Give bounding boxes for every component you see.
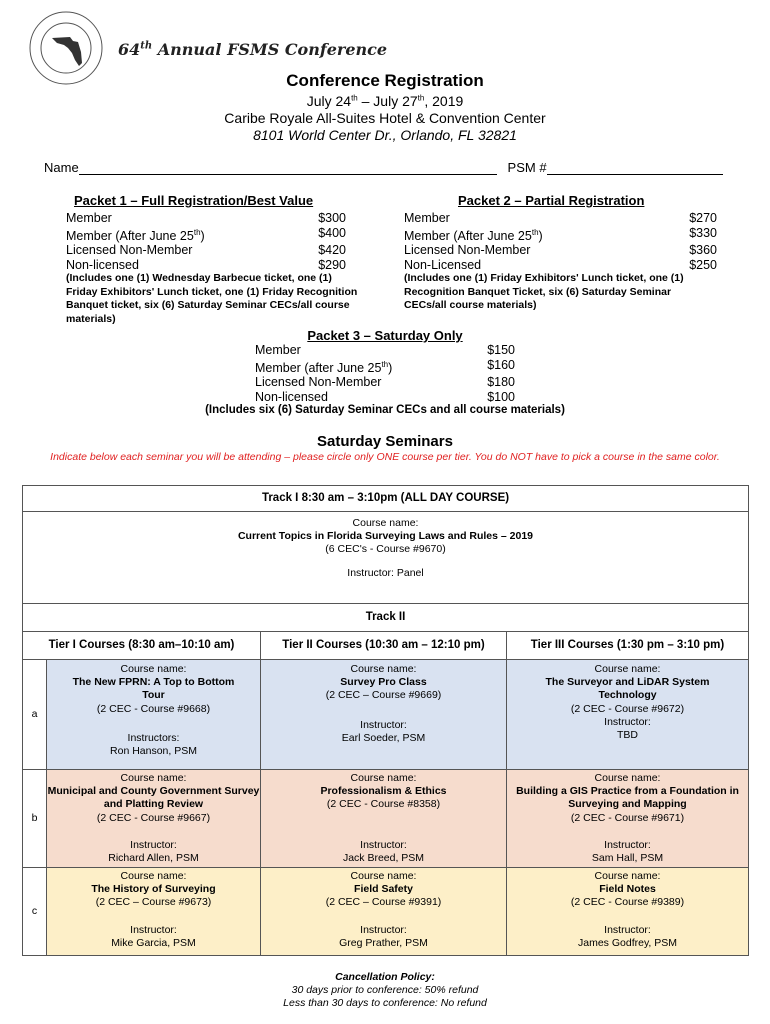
table-row (23, 770, 749, 868)
packet-1-note: (Includes one (1) Wednesday Barbecue ticket, one (1) Friday Exhibitors' Lunch ticket, one (1) Friday Recognition Banquet ticket, six (6) Saturday Seminar CECs/all course materials) (66, 272, 358, 325)
conference-dates: July 24th – July 27th, 2019 (306, 93, 464, 109)
course-label: Course name: (352, 517, 419, 529)
venue: Caribe Royale All-Suites Hotel & Convention Center (224, 110, 546, 126)
cancellation-policy (0, 971, 770, 1010)
packet-3-note: (Includes six (6) Saturday Seminar CECs and all course materials) (205, 404, 565, 417)
row-label: c (23, 868, 47, 956)
price-row: Non-licensed $100 (255, 389, 515, 404)
tier-2-heading: Tier II Courses (10:30 am – 12:10 pm) (261, 632, 507, 660)
packet-1-title: Packet 1 – Full Registration/Best Value (74, 193, 314, 208)
price-row: Member $150 (255, 343, 515, 357)
tier-1-heading: Tier I Courses (8:30 am–10:10 am) (23, 632, 261, 660)
course-cell[interactable]: Course name: Municipal and County Government Survey and Platting Review (2 CEC - Course #9667) Instructor: Richard Allen, PSM (47, 770, 261, 868)
seminar-table (22, 485, 749, 956)
packet-3-title: Packet 3 – Saturday Only (307, 328, 463, 343)
cancellation-title: Cancellation Policy: (335, 971, 435, 983)
seminars-title: Saturday Seminars (317, 433, 453, 450)
price-row: Member $270 (404, 211, 717, 225)
price-row: Licensed Non-Member $360 (404, 243, 717, 258)
psm-field[interactable] (547, 161, 723, 175)
track-1-heading: Track I 8:30 am – 3:10pm (ALL DAY COURSE) (23, 486, 749, 512)
seminar-instructions: Indicate below each seminar you will be attending – please circle only ONE course per tier. You do NOT have to pick a course in the same color. (50, 451, 720, 463)
price-row: Member (After June 25th) $330 (404, 225, 717, 243)
packet-1 (66, 193, 358, 326)
track-1-course[interactable] (23, 512, 749, 604)
course-instructor: Instructor: Panel (347, 566, 424, 579)
course-cell[interactable]: Course name: Building a GIS Practice from a Foundation in Surveying and Mapping (2 CEC - Course #9671) Instructor: Sam Hall, PSM (507, 770, 749, 868)
cancellation-line: 30 days prior to conference: 50% refund (291, 984, 479, 996)
price-row: Non-licensed $290 (66, 257, 346, 272)
name-field[interactable] (79, 161, 497, 175)
course-cell[interactable]: Course name: The New FPRN: A Top to Bottom Tour (2 CEC - Course #9668) Instructors: Ron Hanson, PSM (47, 660, 261, 770)
name-label: Name (44, 160, 79, 175)
name-psm-row (44, 160, 723, 175)
table-row (23, 868, 749, 956)
course-cell[interactable]: Course name: Survey Pro Class (2 CEC – Course #9669) Instructor: Earl Soeder, PSM (261, 660, 507, 770)
price-row: Member $300 (66, 211, 346, 225)
packet-2 (404, 193, 717, 313)
course-cell[interactable]: Course name: Field Notes (2 CEC - Course #9389) Instructor: James Godfrey, PSM (507, 868, 749, 956)
course-cell[interactable]: Course name: The History of Surveying (2 CEC – Course #9673) Instructor: Mike Garcia, PSM (47, 868, 261, 956)
course-name: Current Topics in Florida Surveying Laws and Rules – 2019 (237, 530, 534, 543)
table-row (23, 660, 749, 770)
price-row: Licensed Non-Member $420 (66, 243, 346, 258)
psm-label: PSM # (507, 160, 547, 175)
course-cell[interactable]: Course name: Field Safety (2 CEC – Course #9391) Instructor: Greg Prather, PSM (261, 868, 507, 956)
conference-banner: 64th Annual FSMS Conference (118, 40, 388, 59)
course-cell[interactable]: Course name: Professionalism & Ethics (2 CEC - Course #8358) Instructor: Jack Breed, PSM (261, 770, 507, 868)
packet-2-title: Packet 2 – Partial Registration (458, 193, 645, 208)
packet-3 (0, 328, 770, 418)
course-cell[interactable]: Course name: The Surveyor and LiDAR System Technology (2 CEC - Course #9672) Instructor: TBD (507, 660, 749, 770)
row-label: b (23, 770, 47, 868)
course-code: (6 CEC's - Course #9670) (325, 543, 446, 556)
row-label: a (23, 660, 47, 770)
price-row: Member (after June 25th) $160 (255, 357, 515, 375)
price-row: Licensed Non-Member $180 (255, 375, 515, 390)
packet-2-note: (Includes one (1) Friday Exhibitors' Lunch ticket, one (1) Recognition Banquet Ticket, six (6) Saturday Seminar CECs/all course materials) (404, 272, 684, 312)
price-row: Member (After June 25th) $400 (66, 225, 346, 243)
address: 8101 World Center Dr., Orlando, FL 32821 (253, 127, 517, 143)
tier-3-heading: Tier III Courses (1:30 pm – 3:10 pm) (507, 632, 749, 660)
cancellation-line: Less than 30 days to conference: No refund (283, 997, 487, 1009)
price-row: Non-Licensed $250 (404, 257, 717, 272)
track-2-heading: Track II (23, 604, 749, 632)
page-title: Conference Registration (286, 71, 484, 90)
